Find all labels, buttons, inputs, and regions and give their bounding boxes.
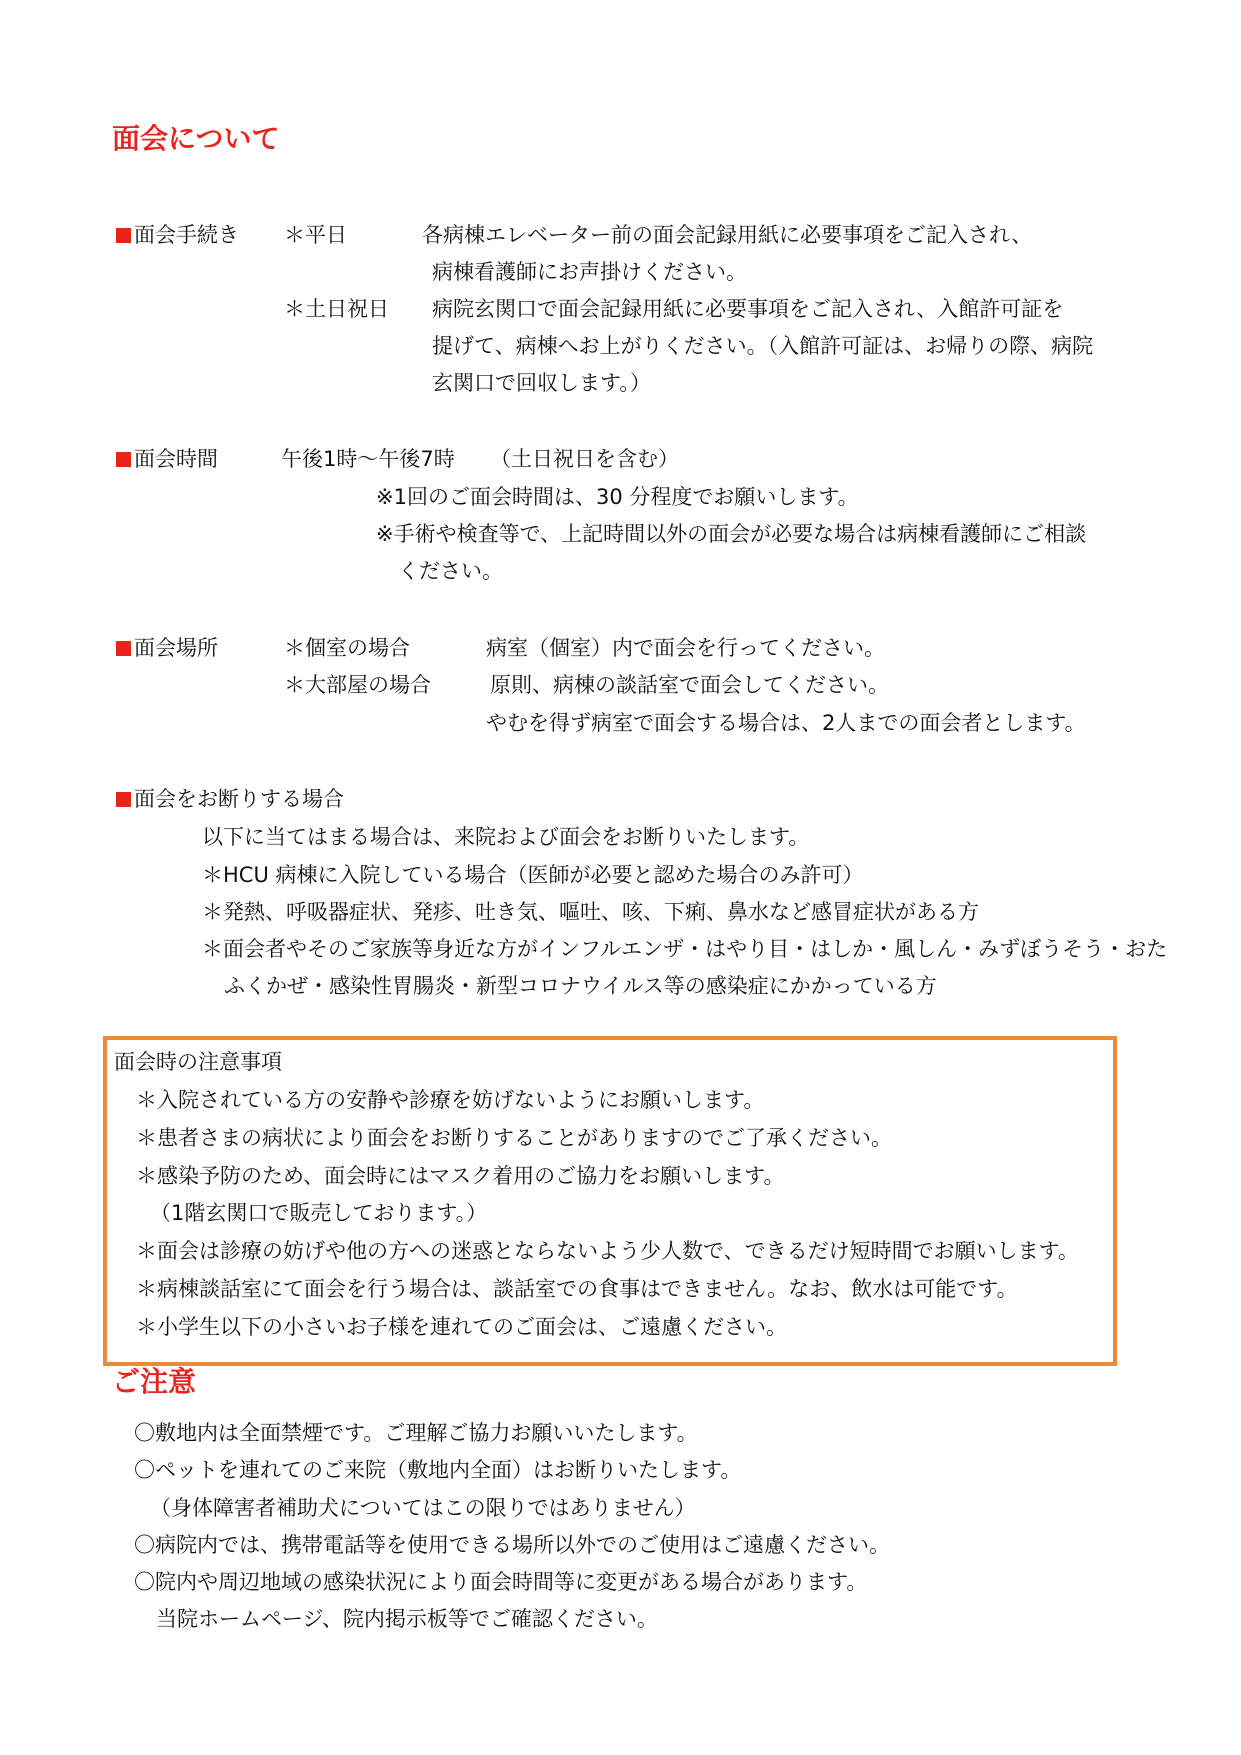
weekday-label: ＊平日	[284, 223, 347, 247]
caution-line: 〇病院内では、携帯電話等を使用できる場所以外でのご使用はご遠慮ください。	[134, 1533, 890, 1557]
private-room-label: ＊個室の場合	[284, 636, 410, 660]
notes-line: ＊小学生以下の小さいお子様を連れてのご面会は、ご遠慮ください。	[136, 1315, 787, 1339]
section-hours-heading: 面会時間	[116, 449, 218, 470]
refusal-line: ふくかぜ・感染性胃腸炎・新型コロナウイルス等の感染症にかかっている方	[224, 974, 937, 998]
notes-line: ＊感染予防のため、面会時にはマスク着用のご協力をお願いします。	[136, 1164, 785, 1188]
caution-line: 当院ホームページ、院内掲示板等でご確認ください。	[156, 1607, 658, 1631]
section-procedure-heading: 面会手続き	[116, 225, 239, 246]
weekend-text-line: 病院玄関口で面会記録用紙に必要事項をご記入され、入館許可証を	[432, 297, 1064, 321]
refusal-line: ＊発熱、呼吸器症状、発疹、吐き気、嘔吐、咳、下痢、鼻水など感冒症状がある方	[202, 900, 979, 924]
weekday-text-line: 各病棟エレベーター前の面会記録用紙に必要事項をご記入され、	[422, 223, 1033, 247]
caution-title: ご注意	[112, 1365, 197, 1398]
ward-room-text-line: 原則、病棟の談話室で面会してください。	[490, 673, 889, 697]
section-refusal-heading: 面会をお断りする場合	[116, 789, 344, 810]
hours-note-line: ください。	[398, 559, 503, 583]
weekday-text-line: 病棟看護師にお声掛けください。	[432, 260, 747, 284]
red-square-bullet-icon	[116, 452, 131, 467]
page-title: 面会について	[112, 122, 280, 155]
refusal-line: ＊面会者やそのご家族等身近な方がインフルエンザ・はやり目・はしか・風しん・みずぼうそう・おた	[202, 937, 1168, 961]
red-square-bullet-icon	[116, 792, 131, 807]
weekend-text-line: 玄関口で回収します。）	[432, 371, 651, 395]
notes-line: （1階玄関口で販売しております。）	[150, 1201, 488, 1225]
caution-line: 〇ペットを連れてのご来院（敷地内全面）はお断りいたします。	[134, 1458, 742, 1482]
ward-room-text-line: やむを得ず病室で面会する場合は、2人までの面会者とします。	[486, 711, 1086, 735]
notes-line: ＊病棟談話室にて面会を行う場合は、談話室での食事はできません。なお、飲水は可能です。	[136, 1277, 1018, 1301]
red-square-bullet-icon	[116, 228, 131, 243]
notes-line: ＊面会は診療の妨げや他の方への迷惑とならないよう少人数で、できるだけ短時間でお願いします。	[136, 1239, 1079, 1263]
weekend-text-line: 提げて、病棟へお上がりください。（入館許可証は、お帰りの際、病院	[432, 334, 1094, 358]
ward-room-label: ＊大部屋の場合	[284, 673, 431, 697]
refusal-line: 以下に当てはまる場合は、来院および面会をお断りいたします。	[202, 825, 810, 849]
caution-line: （身体障害者補助犬についてはこの限りではありません）	[150, 1496, 696, 1520]
caution-line: 〇敷地内は全面禁煙です。ご理解ご協力お願いいたします。	[134, 1421, 698, 1445]
notes-box-title: 面会時の注意事項	[114, 1050, 282, 1074]
visiting-hours: 午後1時～午後7時	[281, 447, 455, 471]
visiting-hours-note: （土日祝日を含む）	[490, 447, 679, 471]
caution-line: 〇院内や周辺地域の感染状況により面会時間等に変更がある場合があります。	[134, 1570, 868, 1594]
section-place-heading: 面会場所	[116, 638, 218, 659]
notes-line: ＊患者さまの病状により面会をお断りすることがありますのでご了承ください。	[136, 1126, 892, 1150]
hours-note-line: ※手術や検査等で、上記時間以外の面会が必要な場合は病棟看護師にご相談	[376, 522, 1087, 546]
refusal-line: ＊HCU 病棟に入院している場合（医師が必要と認めた場合のみ許可）	[202, 863, 864, 887]
notes-line: ＊入院されている方の安静や診療を妨げないようにお願いします。	[136, 1088, 765, 1112]
hours-note-line: ※1回のご面会時間は、30 分程度でお願いします。	[376, 485, 859, 509]
weekend-label: ＊土日祝日	[284, 297, 389, 321]
private-room-text: 病室（個室）内で面会を行ってください。	[486, 636, 885, 660]
red-square-bullet-icon	[116, 641, 131, 656]
